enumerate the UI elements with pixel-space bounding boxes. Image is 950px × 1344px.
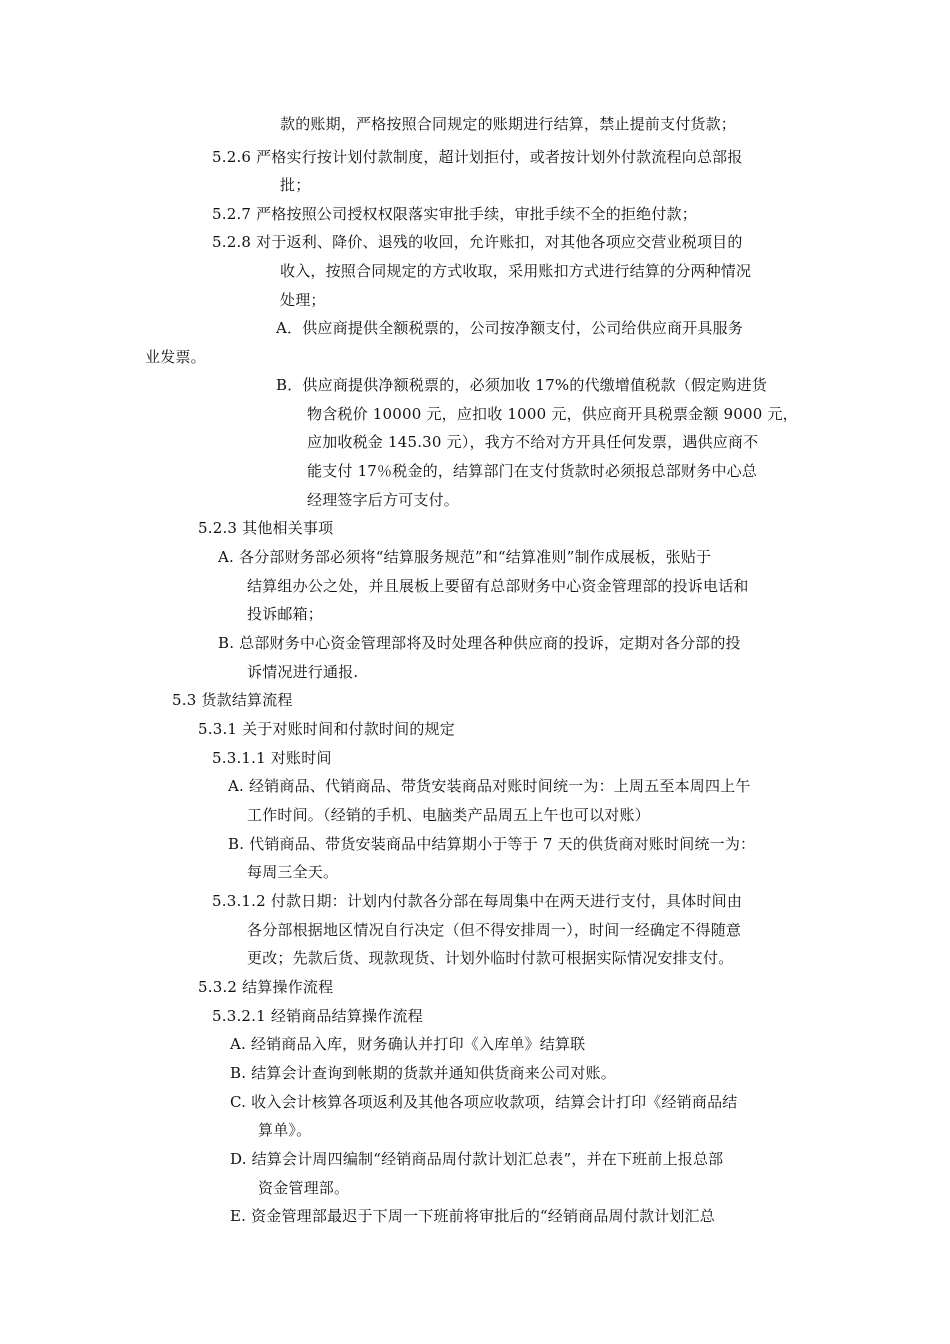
section-5-3-1: 5.3.1 关于对账时间和付款时间的规定 (198, 720, 455, 738)
clause-5-2-6: 5.2.6 严格实行按计划付款制度，超计划拒付，或者按计划外付款流程向总部报 (212, 148, 743, 166)
item-e: E. 资金管理部最迟于下周一下班前将审批后的“经销商品周付款计划汇总 (230, 1207, 715, 1225)
text-line: 结算组办公之处，并且展板上要留有总部财务中心资金管理部的投诉电话和 (247, 577, 749, 595)
text-line: 更改；先款后货、现款现货、计划外临时付款可根据实际情况安排支付。 (247, 949, 734, 967)
text-line: 业发票。 (145, 348, 206, 366)
text-line: 处理； (280, 291, 326, 309)
section-5-2-3: 5.2.3 其他相关事项 (198, 519, 334, 537)
text-line: 批； (280, 176, 311, 194)
item-d: D. 结算会计周四编制“经销商品周付款计划汇总表”，并在下班前上报总部 (230, 1150, 724, 1168)
text-line: 应加收税金 145.30 元），我方不给对方开具任何发票，遇供应商不 (307, 433, 759, 451)
text-line: 算单》。 (258, 1121, 312, 1139)
section-5-3-1-2: 5.3.1.2 付款日期：计划内付款各分部在每周集中在两天进行支付，具体时间由 (212, 892, 743, 910)
text-line: 能支付 17％税金的，结算部门在支付货款时必须报总部财务中心总 (307, 462, 758, 480)
clause-5-2-7: 5.2.7 严格按照公司授权权限落实审批手续，审批手续不全的拒绝付款； (212, 205, 697, 223)
text-line: 物含税价 10000 元，应扣收 1000 元，供应商开具税票金额 9000 元， (307, 405, 798, 423)
section-5-3: 5.3 货款结算流程 (172, 691, 293, 709)
section-5-3-2: 5.3.2 结算操作流程 (198, 978, 334, 996)
text-line: 各分部根据地区情况自行决定（但不得安排周一），时间一经确定不得随意 (247, 921, 742, 939)
text-line: 诉情况进行通报. (247, 663, 359, 681)
item-a: A．供应商提供全额税票的，公司按净额支付，公司给供应商开具服务 (276, 319, 744, 337)
item-a: A. 经销商品、代销商品、带货安装商品对账时间统一为：上周五至本周四上午 (228, 777, 751, 795)
text-line: 资金管理部。 (258, 1179, 350, 1197)
item-b: B．供应商提供净额税票的，必须加收 17%的代缴增值税款（假定购进货 (276, 376, 767, 394)
item-c: C. 收入会计核算各项返利及其他各项应收款项，结算会计打印《经销商品结 (230, 1093, 738, 1111)
text-line: 每周三全天。 (247, 863, 339, 881)
item-a: A. 各分部财务部必须将“结算服务规范”和“结算准则”制作成展板，张贴于 (218, 548, 712, 566)
item-b: B. 结算会计查询到帐期的货款并通知供货商来公司对账。 (230, 1064, 616, 1082)
text-line: 收入，按照合同规定的方式收取，采用账扣方式进行结算的分两种情况 (280, 262, 752, 280)
text-line: 投诉邮箱； (247, 605, 324, 623)
clause-5-2-8: 5.2.8 对于返利、降价、退残的收回，允许账扣，对其他各项应交营业税项目的 (212, 233, 743, 251)
item-a: A. 经销商品入库，财务确认并打印《入库单》结算联 (230, 1035, 586, 1053)
section-5-3-1-1: 5.3.1.1 对账时间 (212, 749, 332, 767)
text-line: 工作时间。（经销的手机、电脑类产品周五上午也可以对账） (247, 806, 650, 824)
item-b: B. 代销商品、带货安装商品中结算期小于等于 7 天的供货商对账时间统一为： (228, 835, 756, 853)
section-5-3-2-1: 5.3.2.1 经销商品结算操作流程 (212, 1007, 423, 1025)
text-line: 经理签字后方可支付。 (307, 491, 460, 509)
item-b: B. 总部财务中心资金管理部将及时处理各种供应商的投诉，定期对各分部的投 (218, 634, 741, 652)
text-line: 款的账期，严格按照合同规定的账期进行结算，禁止提前支付货款； (280, 115, 737, 133)
